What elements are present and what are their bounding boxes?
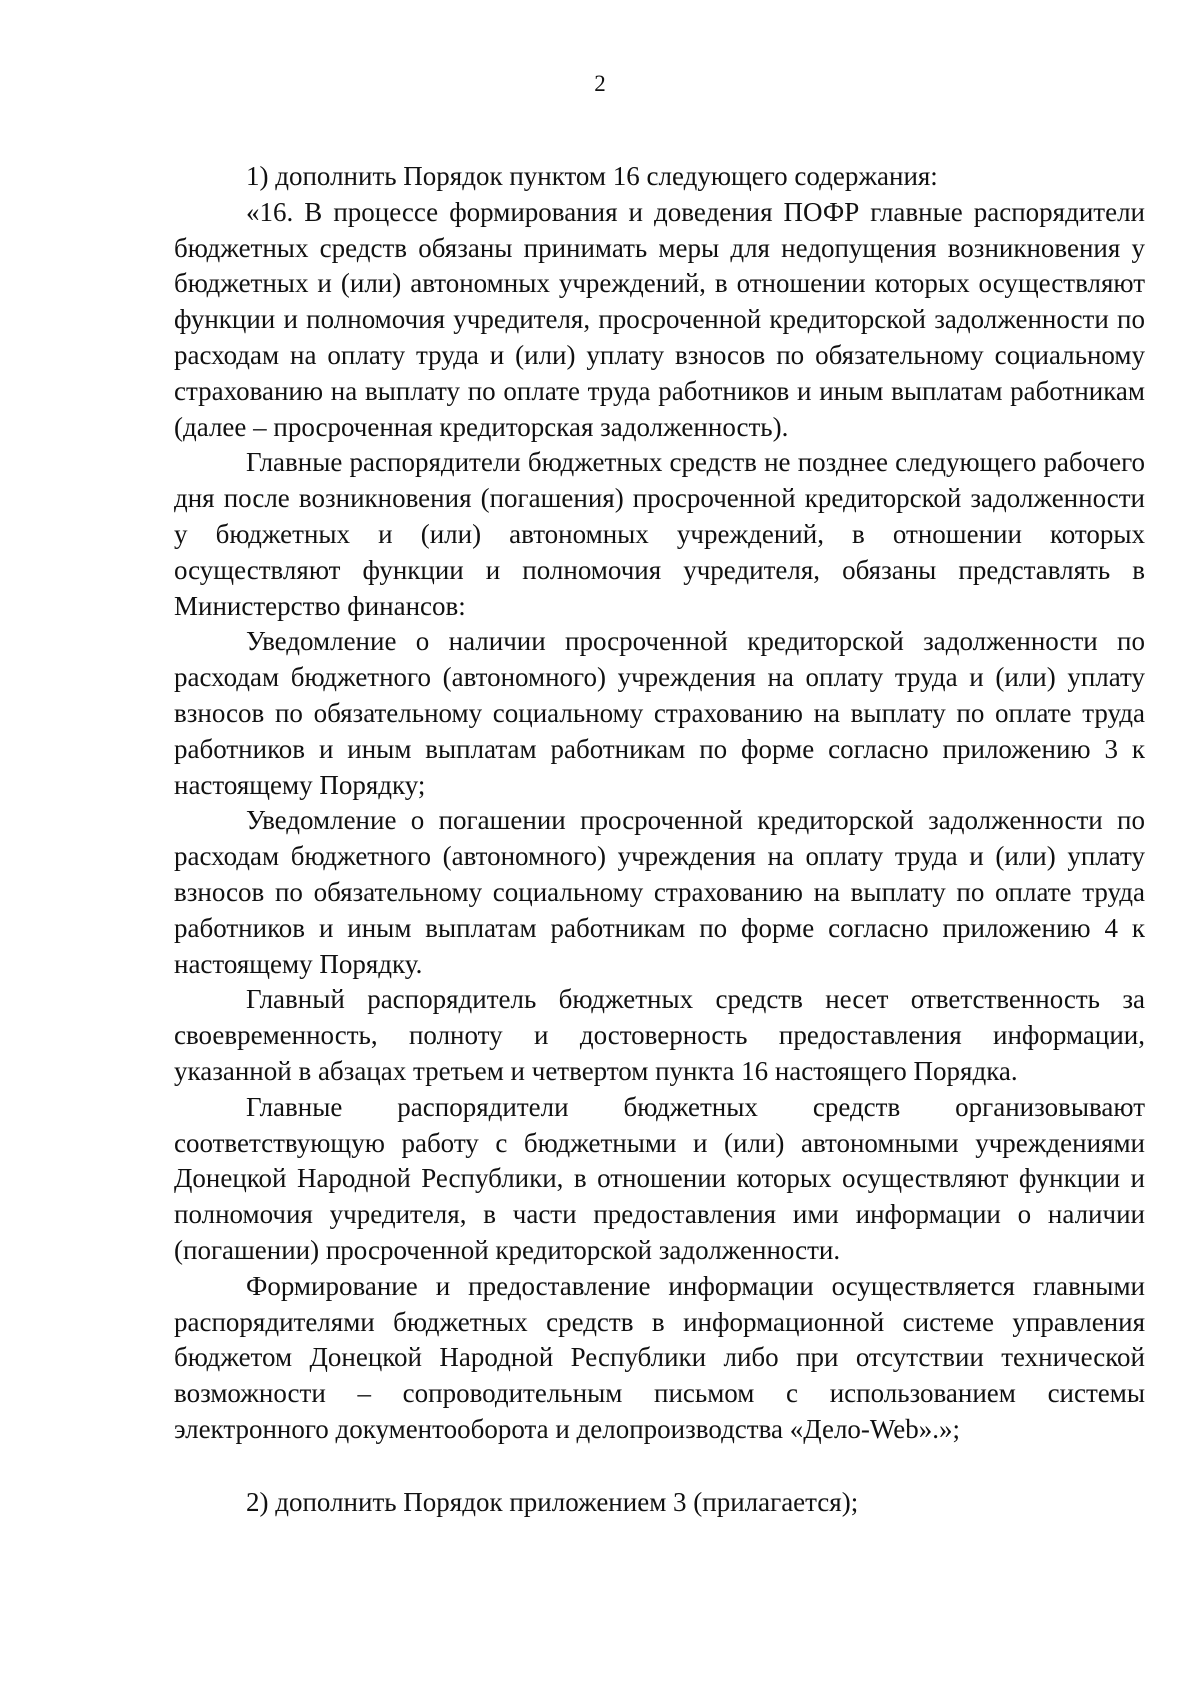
document-body [174,159,1145,1520]
paragraph-16-intro: «16. В процессе формирования и доведения ПОФР главные распорядители бюджетных средств обязаны принимать меры для недопущения возникновения у бюджетных и (или) автономных учреждений, в отношении которых осуществляют функции и полномочия учредителя, просроченной кредиторской задолженности по расходам на оплату труда и (или) уплату взносов по обязательному социальному страхованию на выплату по оплате труда работников и иным выплатам работникам (далее – просроченная кредиторская задолженность). [174,196,1145,442]
page-number: 2 [594,71,606,96]
paragraph-notice-existence: Уведомление о наличии просроченной кредиторской задолженности по расходам бюджетного (автономного) учреждения на оплату труда и (или) уплату взносов по обязательному социальному страхованию на выплату по оплате труда работников и иным выплатам работникам по форме согласно приложению 3 к настоящему Порядку; [174,626,1145,800]
paragraph-notice-repayment: Уведомление о погашении просроченной кредиторской задолженности по расходам бюджетного (автономного) учреждения на оплату труда и (или) уплату взносов по обязательному социальному страхованию на выплату по оплате труда работников и иным выплатам работникам по форме согласно приложению 4 к настоящему Порядку. [174,805,1145,979]
paragraph-organization: Главные распорядители бюджетных средств организовывают соответствующую работу с бюджетными и (или) автономными учреждениями Донецкой Народной Республики, в отношении которых осуществляют функции и полномочия учредителя, в части предоставления ими информации о наличии (погашении) просроченной кредиторской задолженности. [174,1091,1145,1265]
paragraph-information-submission: Формирование и предоставление информации осуществляется главными распорядителями бюджетных средств в информационной системе управления бюджетом Донецкой Народной Республики либо при отсутствии технической возможности – сопроводительным письмом с использованием системы электронного документооборота и делопроизводства «Дело-Web».»; [174,1270,1145,1444]
amendment-item-2: 2) дополнить Порядок приложением 3 (прилагается); [246,1486,859,1517]
paragraph-responsibility: Главный распорядитель бюджетных средств несет ответственность за своевременность, полноту и достоверность предоставления информации, указанной в абзацах третьем и четвертом пункта 16 настоящего Порядка. [174,984,1145,1086]
paragraph-obligation: Главные распорядители бюджетных средств не позднее следующего рабочего дня после возникновения (погашения) просроченной кредиторской задолженности у бюджетных и (или) автономных учреждений, в отношении которых осуществляют функции и полномочия учредителя, обязаны представлять в Министерство финансов: [174,447,1145,621]
amendment-item-1: 1) дополнить Порядок пунктом 16 следующего содержания: [246,161,938,191]
